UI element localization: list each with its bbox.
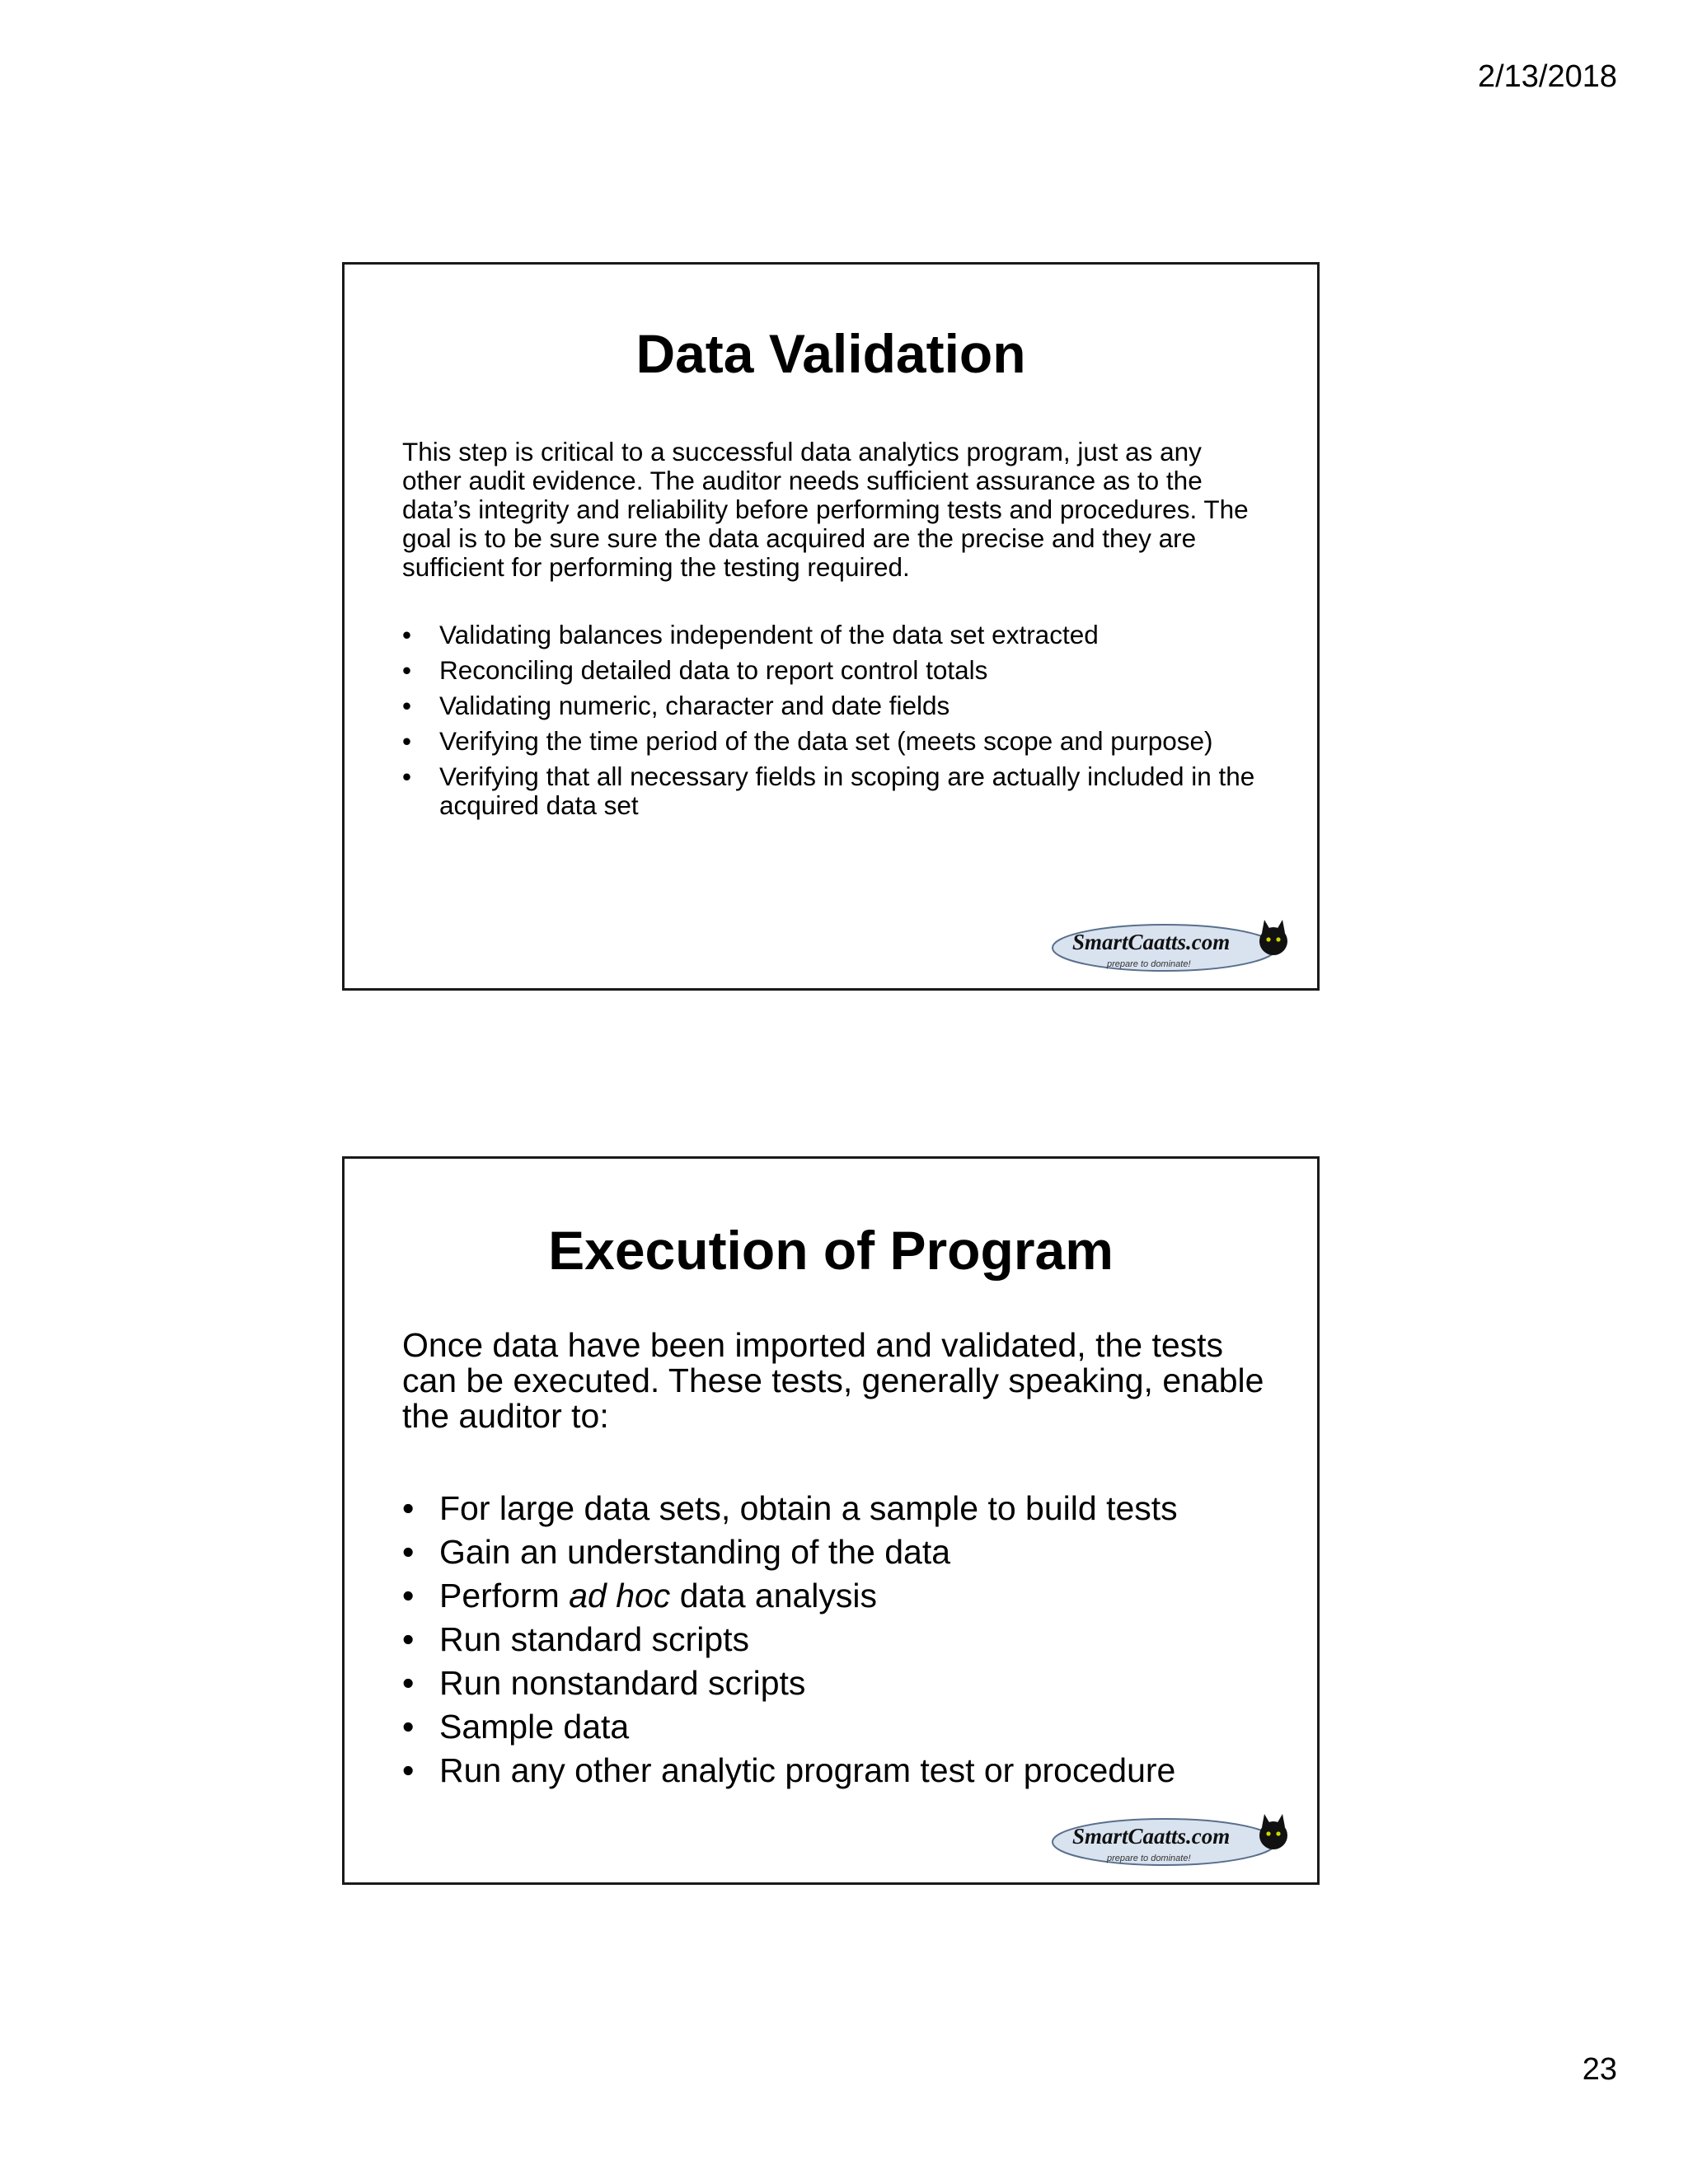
bullet-dot: • — [402, 691, 412, 720]
bullet-item: • Run any other analytic program test or procedure — [402, 1749, 1268, 1793]
svg-text:SmartCaatts.com: SmartCaatts.com — [1072, 930, 1231, 954]
slide-title: Data Validation — [635, 323, 1026, 384]
slide-intro: This step is critical to a successful data analytics program, just as any other audit evidence. The auditor needs sufficient assurance as to the data’s integrity and reliability before performing tests and procedures. The goal is to be sure sure the data acquired are the precise and they are sufficient for performing the testing required. — [402, 437, 1249, 582]
bullet-dot: • — [402, 1577, 415, 1615]
bullet-dot: • — [402, 1533, 415, 1571]
bullet-dot: • — [402, 1664, 415, 1702]
bullet-item: • Validating numeric, character and date fields — [402, 691, 950, 720]
bullet-item: • Perform ad hoc data analysis — [402, 1574, 1268, 1618]
bullet-dot: • — [402, 655, 412, 685]
smartcaatts-logo — [1049, 1811, 1292, 1870]
bullet-item: • Verifying that all necessary fields in scoping are actually included in the acquired data set — [402, 762, 1255, 820]
svg-text:prepare to dominate!: prepare to dominate! — [1107, 959, 1191, 969]
bullet-dot: • — [402, 620, 412, 649]
bullet-dot: • — [402, 1751, 415, 1789]
cat-icon — [1259, 920, 1287, 955]
smartcaatts-logo — [1049, 916, 1292, 976]
bullet-item: • Run nonstandard scripts — [402, 1661, 1268, 1705]
bullet-item: • Run standard scripts — [402, 1618, 1268, 1661]
bullet-item: • Validating balances independent of the data set extracted — [402, 620, 1099, 649]
svg-text:SmartCaatts.com: SmartCaatts.com — [1072, 1824, 1231, 1849]
bullet-item: • Verifying the time period of the data set (meets scope and purpose) — [402, 726, 1213, 756]
slide-intro: Once data have been imported and validated, the tests can be executed. These tests, generally speaking, enable the auditor to: — [402, 1326, 1264, 1435]
bullet-dot: • — [402, 1620, 415, 1658]
bullet-item: • Sample data — [402, 1705, 1268, 1749]
slide-title: Execution of Program — [548, 1220, 1114, 1281]
bullet-list — [402, 1487, 1268, 1793]
bullet-item: • For large data sets, obtain a sample to build tests — [402, 1487, 1268, 1530]
cat-icon — [1259, 1814, 1287, 1849]
page-date: 2/13/2018 — [1477, 59, 1617, 94]
bullet-dot: • — [402, 726, 412, 756]
bullet-dot: • — [402, 1708, 415, 1746]
page-number: 23 — [1582, 2052, 1617, 2087]
slide-data-validation — [342, 262, 1320, 991]
bullet-item: • Gain an understanding of the data — [402, 1530, 1268, 1574]
bullet-dot: • — [402, 762, 412, 791]
svg-text:prepare to dominate!: prepare to dominate! — [1107, 1854, 1191, 1863]
bullet-dot: • — [402, 1489, 415, 1527]
bullet-item: • Reconciling detailed data to report control totals — [402, 655, 988, 685]
slide-execution-of-program — [342, 1156, 1320, 1885]
bullet-list — [402, 621, 1268, 827]
